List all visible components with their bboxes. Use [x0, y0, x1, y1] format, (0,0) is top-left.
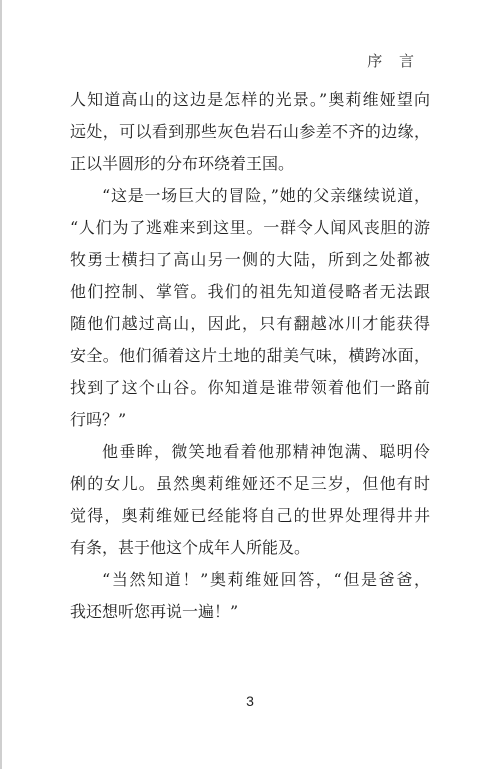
text-line: 俐的女儿。虽然奥莉维娅还不足三岁，但他有时	[70, 474, 430, 493]
text-line: 觉得，奥莉维娅已经能将自己的世界处理得井井	[70, 506, 430, 525]
text-line: “这是一场巨大的冒险，”她的父亲继续说道，	[102, 186, 430, 205]
text-line: 人知道高山的这边是怎样的光景。”奥莉维娅望向	[70, 90, 430, 109]
page-edge	[0, 0, 2, 769]
text-line: 正以半圆形的分布环绕着王国。	[70, 154, 295, 173]
text-line: 他们控制、掌管。我们的祖先知道侵略者无法跟	[70, 282, 430, 301]
text-line: 行吗？”	[70, 410, 127, 429]
text-line: 他垂眸，微笑地看着他那精神饱满、聪明伶	[102, 442, 430, 461]
text-line: 有条，甚于他这个成年人所能及。	[70, 538, 311, 557]
text-line: “当然知道！”奥莉维娅回答，“但是爸爸，	[102, 570, 430, 589]
text-line: 找到了这个山谷。你知道是谁带领着他们一路前	[70, 378, 430, 397]
body-text	[70, 84, 430, 628]
text-line: 牧勇士横扫了高山另一侧的大陆，所到之处都被	[70, 250, 430, 269]
running-header: 序 言	[367, 52, 420, 70]
text-line: 远处，可以看到那些灰色岩石山参差不齐的边缘，	[70, 122, 430, 141]
page-number: 3	[246, 693, 254, 709]
text-line: “人们为了逃难来到这里。一群令人闻风丧胆的游	[70, 218, 430, 237]
text-line: 随他们越过高山，因此，只有翻越冰川才能获得	[70, 314, 430, 333]
text-line: 安全。他们循着这片土地的甜美气味，横跨冰面，	[70, 346, 430, 365]
text-line: 我还想听您再说一遍！”	[70, 602, 239, 621]
